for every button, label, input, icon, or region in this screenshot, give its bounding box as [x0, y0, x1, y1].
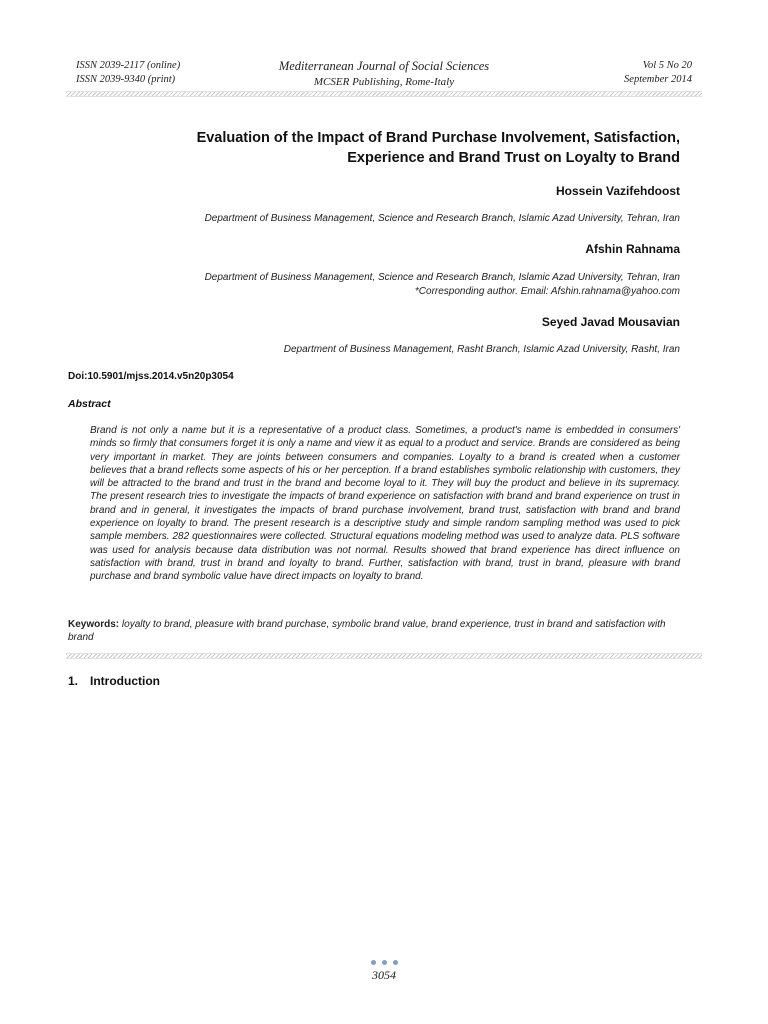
page-dots-ornament — [0, 960, 768, 965]
section-title: Introduction — [90, 674, 160, 688]
keywords: Keywords: loyalty to brand, pleasure with brand purchase, symbolic brand value, brand experience, trust in brand and satisfaction with brand — [68, 619, 666, 643]
publisher-name: MCSER Publishing, Rome-Italy — [313, 76, 455, 88]
ornament-dot — [371, 960, 376, 965]
ornament-dot — [382, 960, 387, 965]
journal-name: Mediterranean Journal of Social Sciences — [278, 59, 490, 73]
header-divider — [66, 91, 702, 97]
author-affiliation: Department of Business Management, Rasht Branch, Islamic Azad University, Rasht, Iran — [283, 344, 680, 355]
author-name: Seyed Javad Mousavian — [541, 315, 680, 329]
section-heading — [68, 674, 160, 688]
author-affiliation: Department of Business Management, Science and Research Branch, Islamic Azad University, Tehran, Iran — [204, 272, 680, 283]
issue-date: September 2014 — [624, 74, 692, 85]
page-number: 3054 — [372, 968, 396, 982]
keywords-label: Keywords — [68, 619, 116, 630]
doi: Doi:10.5901/mjss.2014.v5n20p3054 — [68, 371, 234, 382]
paper-title-line-1: Evaluation of the Impact of Brand Purchase Involvement, Satisfaction, — [196, 130, 680, 146]
author-name: Hossein Vazifehdoost — [555, 184, 680, 198]
volume-number: Vol 5 No 20 — [642, 60, 692, 71]
ornament-dot — [393, 960, 398, 965]
corresponding-author-note: *Corresponding author. Email: Afshin.rahnama@yahoo.com — [414, 286, 680, 297]
issn-print: ISSN 2039-9340 (print) — [76, 74, 176, 85]
abstract-text: Brand is not only a name but it is a representative of a product class. Sometimes, a product's name is embedded in consumers' minds so firmly that consumers forget it is only a name and view it as equal to a product and service. Brands are considered as being very important in market. They are joints between consumers and companies. Loyalty to a brand is created when a customer believes that a brand reflects some aspects of his or her perception. If a brand establishes symbolic relationship with customers, they will be attracted to the brand and trust in the brand and become loyal to it. They will buy the product and believe in its supremacy. The present research tries to investigate the impacts of brand experience on satisfaction with brand and brand experience on trust in brand and in general, it investigates the impacts of brand purchase involvement, brand trust, satisfaction with brand and brand experience on loyalty to brand. The present research is a descriptive study and simple random sampling method was used to pick sample members. 282 questionnaires were collected. Structural equations modeling method was used to analyze data. PLS software was used for analysis because data distribution was not normal. Results showed that brand experience has direct influence on satisfaction with brand, trust in brand and loyalty to brand. Further, satisfaction with brand, trust in brand, pleasure with brand purchase and brand symbolic value have direct impacts on loyalty to brand. — [90, 425, 680, 583]
header-issue — [624, 59, 692, 87]
paper-title-line-2: Experience and Brand Trust on Loyalty to Brand — [347, 150, 680, 166]
abstract-divider — [66, 653, 702, 659]
keywords-text: loyalty to brand, pleasure with brand purchase, symbolic brand value, brand experience, trust in brand and satisfaction with brand — [68, 619, 666, 643]
author-name: Afshin Rahnama — [585, 242, 680, 256]
paper-title — [120, 128, 680, 168]
issn-online: ISSN 2039-2117 (online) — [76, 60, 181, 71]
section-number: 1. — [68, 674, 79, 688]
author-affiliation: Department of Business Management, Science and Research Branch, Islamic Azad University, Tehran, Iran — [204, 213, 680, 224]
abstract-heading: Abstract — [68, 398, 111, 410]
